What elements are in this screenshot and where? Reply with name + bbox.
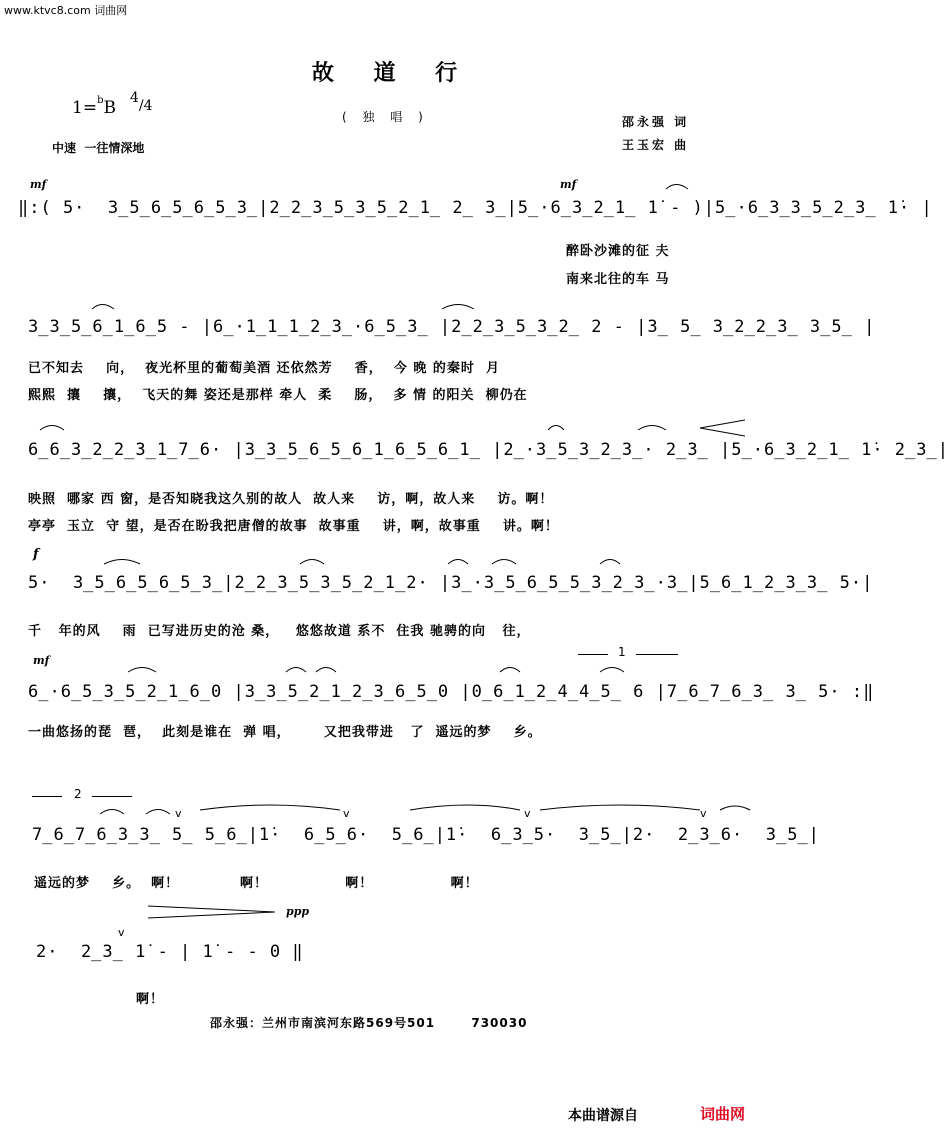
volta-bracket-left xyxy=(578,654,608,655)
slur xyxy=(92,305,114,310)
breath-mark: v xyxy=(118,926,125,939)
crescendo-hairpin xyxy=(700,420,745,436)
slur xyxy=(448,560,468,565)
slur xyxy=(442,305,474,310)
lyric-line-2-verse-1: 已不知去 向， 夜光杯里的葡萄美酒 还依然芳 香， 今 晚 的秦时 月 xyxy=(28,361,500,376)
source-label: 本曲谱源自 xyxy=(568,1108,638,1124)
song-title: 故 道 行 xyxy=(311,61,474,86)
key-signature: 1=$^b$B xyxy=(72,95,116,118)
slur xyxy=(286,668,306,673)
performance-type: ( 独 唱 ) xyxy=(342,110,429,124)
slur xyxy=(104,560,140,565)
slur xyxy=(540,805,700,810)
tempo-marking: 中速 一往情深地 xyxy=(52,141,145,155)
time-signature: 4/4 xyxy=(130,90,153,114)
volta-bracket-left xyxy=(32,796,62,797)
slur xyxy=(100,810,124,815)
score-line-2: 3̲3̲5̲6̲1̲6̲5 - |6̲·1̲1̲1̲2̲3̲·6̲5̲3̲ |2̲2̲3̲5̲3̲2̲ 2 - |3̲ 5̲ 3̲2̲2̲3̲ 3̲5̲ | xyxy=(28,317,876,337)
lyric-line-4: 千 年的风 雨 已写进历史的沧 桑， 悠悠故道 系不 住我 驰骋的向 往， xyxy=(28,624,531,639)
lyric-line-7: 啊！ xyxy=(136,992,165,1007)
slur xyxy=(600,668,624,673)
dynamic-mf: mf xyxy=(30,178,47,191)
slur xyxy=(146,810,170,815)
contact-address: 邵永强：兰州市南滨河东路569号501 730030 xyxy=(210,1016,528,1030)
slur xyxy=(300,560,324,565)
lyricist-credit: 邵永强 词 xyxy=(622,115,690,129)
slur xyxy=(666,185,688,190)
lyric-line-3-verse-2: 亭亭 玉立 守 望，是否在盼我把唐僧的故事 故事重 讲，啊，故事重 讲。啊！ xyxy=(28,519,559,534)
volta-2: 2 xyxy=(74,787,82,801)
slur xyxy=(638,426,666,431)
slur xyxy=(492,560,516,565)
source-site-link[interactable]: 词曲网 xyxy=(700,1105,746,1123)
breath-mark: v xyxy=(524,807,531,820)
slur xyxy=(720,806,750,810)
score-line-3: 6̲6̲3̲2̲2̲3̲1̲7̲6· |3̲3̲5̲6̲5̲6̲1̲6̲5̲6̲1̲ |2̲·3̲5̲3̲2̲3̲· 2̲3̲ |5̲·6̲3̲2̲1̲ 1̇· 2̲3̲| xyxy=(28,440,949,460)
slur xyxy=(500,668,520,673)
lyric-line-3-verse-1: 映照 哪家 西 窗，是否知晓我这久别的故人 故人来 访，啊，故人来 访。啊！ xyxy=(28,492,554,507)
lyric-line-6: 遥远的梦 乡。 啊！ 啊！ 啊！ 啊！ xyxy=(34,876,479,891)
slur xyxy=(40,426,64,431)
lyric-line-1-verse-1: 醉卧沙滩的征 夫 xyxy=(566,244,670,259)
dynamic-mf: mf xyxy=(33,654,50,667)
lyric-line-2-verse-2: 熙熙 攘 攘， 飞天的舞 姿还是那样 牵人 柔 肠， 多 情 的阳关 柳仍在 xyxy=(28,388,528,403)
slur xyxy=(410,805,520,810)
breath-mark: v xyxy=(700,807,707,820)
breath-mark: v xyxy=(343,807,350,820)
score-line-6: 7̲6̲7̲6̲3̲3̲ 5̲ 5̲6̲|1̇· 6̲5̲6· 5̲6̲|1̇· 6̲3̲5· 3̲5̲|2· 2̲3̲6· 3̲5̲| xyxy=(32,825,820,845)
composer-credit: 王玉宏 曲 xyxy=(622,138,690,152)
score-line-1: ‖:( 5· 3̲5̲6̲5̲6̲5̲3̲|2̲2̲3̲5̲3̲5̲2̲1̲ 2̲ 3̲|5̲·6̲3̲2̲1̲ 1̇ - )|5̲·6̲3̲3̲5̲2̲3̲ 1̇· | xyxy=(18,198,933,218)
score-line-7: 2· 2̲3̲ 1̇ - | 1̇ - - 0 ‖ xyxy=(36,942,304,962)
diminuendo-hairpin xyxy=(148,906,275,918)
slur xyxy=(316,668,336,673)
lyric-line-1-verse-2: 南来北往的车 马 xyxy=(566,272,670,287)
dynamic-f: f xyxy=(33,547,39,562)
volta-bracket-right xyxy=(92,796,132,797)
slur xyxy=(548,426,564,431)
dynamic-mf: mf xyxy=(560,178,577,191)
slur xyxy=(600,560,620,565)
volta-bracket-right xyxy=(636,654,678,655)
breath-mark: v xyxy=(175,807,182,820)
lyric-line-5: 一曲悠扬的琵 琶， 此刻是谁在 弹 唱， 又把我带进 了 遥远的梦 乡。 xyxy=(28,725,542,740)
watermark-url: www.ktvc8.com 词曲网 xyxy=(4,4,128,17)
score-line-4: 5· 3̲5̲6̲5̲6̲5̲3̲|2̲2̲3̲5̲3̲5̲2̲1̲2· |3̲·3̲5̲6̲5̲5̲3̲2̲3̲·3̲|5̲6̲1̲2̲3̲3̲ 5·| xyxy=(28,573,874,593)
slur xyxy=(200,805,340,810)
dynamic-ppp: ppp xyxy=(286,905,310,918)
slur xyxy=(128,668,156,673)
score-line-5: 6̲·6̲5̲3̲5̲2̲1̲6̲0 |3̲3̲5̲2̲1̲2̲3̲6̲5̲0 |0̲6̲1̲2̲4̲4̲5̲ 6 |7̲6̲7̲6̲3̲ 3̲ 5· :‖ xyxy=(28,682,875,702)
volta-1: 1 xyxy=(618,645,626,659)
